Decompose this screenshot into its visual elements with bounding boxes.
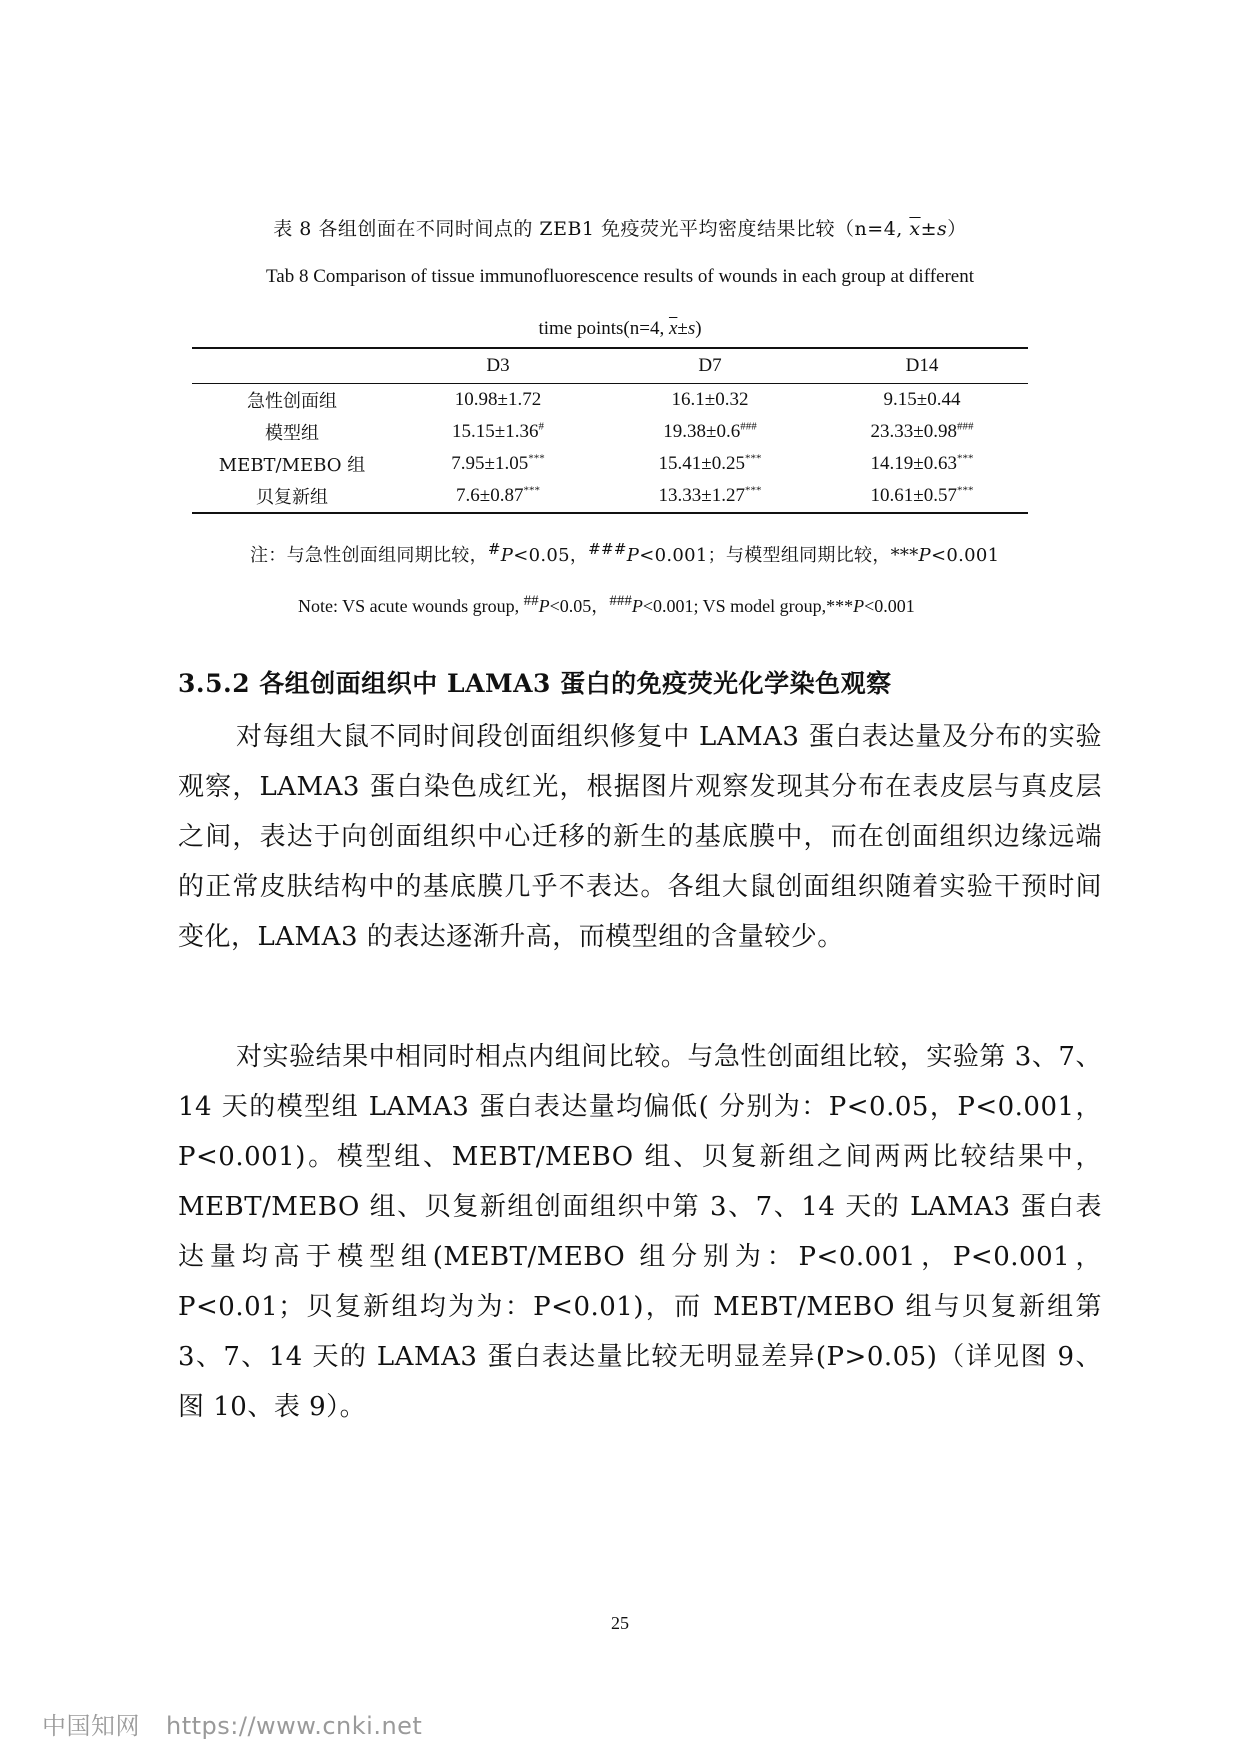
cell-value: 10.61±0.57 <box>870 485 957 506</box>
table-row <box>192 480 1028 513</box>
note-text: <0.001；与模型组同期比较，*** <box>639 545 919 566</box>
cell-sup: *** <box>956 484 974 497</box>
cnki-url: https://www.cnki.net <box>166 1712 423 1740</box>
cell-d3 <box>392 448 604 480</box>
cell-value: 15.41±0.25 <box>658 453 745 474</box>
cell-sup: ### <box>740 420 757 433</box>
note-p: P <box>538 596 550 616</box>
note-text: 注：与急性创面组同期比较， <box>250 545 488 566</box>
cell-sup: *** <box>528 452 545 465</box>
cell-sup: ### <box>956 420 974 433</box>
note-text: <0.05， <box>513 545 589 566</box>
cell-value: 7.6±0.87 <box>456 485 524 506</box>
note-sup: ### <box>588 540 627 558</box>
caption-en2-prefix: time points(n=4, <box>538 318 669 339</box>
note-p: P <box>626 545 640 566</box>
cell-d14 <box>816 416 1028 448</box>
table-caption-cn <box>0 214 1240 241</box>
cnki-logo-text: 中国知网 <box>42 1712 140 1740</box>
cell-sup: *** <box>956 452 974 465</box>
header-group <box>192 348 392 384</box>
caption-cn-suffix: ） <box>947 218 967 240</box>
row-label: 贝复新组 <box>256 487 328 508</box>
table-caption-en-line1: Tab 8 Comparison of tissue immunofluorescence results of wounds in each group at different <box>265 266 974 287</box>
body-paragraph-1: 对每组大鼠不同时间段创面组织修复中 LAMA3 蛋白表达量及分布的实验观察，LAMA3 蛋白染色成红光，根据图片观察发现其分布在表皮层与真皮层之间，表达于向创面组织中心迁移的新生的基底膜中，而在创面组织边缘远端的正常皮肤结构中的基底膜几乎不表达。各组大鼠创面组织随着实验干预时间变化，LAMA3 的表达逐渐升高，而模型组的含量较少。 <box>178 722 1102 952</box>
cell-value: 13.33±1.27 <box>658 485 745 506</box>
cell-value: 9.15±0.44 <box>883 389 961 410</box>
caption-cn-prefix: 表 8 各组创面在不同时间点的 ZEB1 免疫荧光平均密度结果比较（n=4, <box>273 218 910 240</box>
note-text: Note: VS acute wounds group, <box>298 596 524 616</box>
sd-symbol-en: s <box>687 318 696 339</box>
plus-minus-symbol-en: ± <box>677 318 688 339</box>
table-caption-en-line2 <box>0 318 1240 340</box>
cell-value: 23.33±0.98 <box>870 421 957 442</box>
mean-symbol-en: $\overline{x}$ <box>668 318 678 339</box>
note-sup: ### <box>609 593 632 609</box>
header-d14: D14 <box>816 348 1028 384</box>
cell-d14 <box>816 480 1028 513</box>
note-p: P <box>500 545 514 566</box>
page-number: 25 <box>611 1613 629 1633</box>
caption-en2-suffix: ) <box>695 318 702 339</box>
note-p: P <box>631 596 643 616</box>
note-p: P <box>853 596 865 616</box>
header-d3: D3 <box>392 348 604 384</box>
header-d7: D7 <box>604 348 816 384</box>
cell-d7 <box>604 480 816 513</box>
table-row <box>192 448 1028 480</box>
row-label: 模型组 <box>265 423 319 444</box>
note-text: <0.001 <box>930 545 1000 566</box>
note-p: P <box>918 545 931 566</box>
cell-d14 <box>816 448 1028 480</box>
row-label: 急性创面组 <box>247 391 337 412</box>
cell-d3 <box>392 384 604 417</box>
plus-minus-symbol: ± <box>920 218 938 240</box>
cell-sup: *** <box>744 484 762 497</box>
section-heading: 3.5.2 各组创面组织中 LAMA3 蛋白的免疫荧光化学染色观察 <box>178 669 892 698</box>
cell-sup: *** <box>744 452 762 465</box>
table-note-en <box>298 592 1098 618</box>
table-row <box>192 416 1028 448</box>
note-text: <0.001; VS model group,*** <box>642 596 854 616</box>
cell-d7 <box>604 384 816 417</box>
note-text: <0.05， <box>549 596 610 616</box>
sd-symbol: s <box>937 218 948 240</box>
table-row <box>192 384 1028 417</box>
cell-value: 19.38±0.6 <box>663 421 741 442</box>
note-text: <0.001 <box>864 596 915 616</box>
cell-value: 14.19±0.63 <box>870 453 957 474</box>
cell-sup: *** <box>523 484 540 497</box>
note-sup: # <box>487 540 501 558</box>
cnki-watermark <box>42 1706 422 1741</box>
row-label: MEBT/MEBO 组 <box>218 455 366 476</box>
cell-value: 7.95±1.05 <box>451 453 529 474</box>
cell-d3 <box>392 416 604 448</box>
cell-value: 16.1±0.32 <box>671 389 749 410</box>
table-note-cn <box>250 540 1100 567</box>
note-sup: ## <box>523 593 539 609</box>
cell-d7 <box>604 416 816 448</box>
cell-d14 <box>816 384 1028 417</box>
body-paragraph-2: 对实验结果中相同时相点内组间比较。与急性创面组比较，实验第 3、7、14 天的模型组 LAMA3 蛋白表达量均偏低( 分别为：P<0.05，P<0.001，P<0.001)。模型组、MEBT/MEBO 组、贝复新组之间两两比较结果中，MEBT/MEBO 组、贝复新组创面组织中第 3、7、14 天的 LAMA3 蛋白表达量均高于模型组(MEBT/MEBO 组分别为：P<0.001，P<0.001，P<0.01；贝复新组均为为：P<0.01)，而 MEBT/MEBO 组与贝复新组第 3、7、14 天的 LAMA3 蛋白表达量比较无明显差异(P>0.05)（详见图 9、图 10、表 9）。 <box>178 1042 1102 1422</box>
table-header-row <box>192 348 1028 384</box>
cell-value: 10.98±1.72 <box>454 389 542 410</box>
cell-sup: # <box>538 420 544 433</box>
cell-d3 <box>392 480 604 513</box>
cell-d7 <box>604 448 816 480</box>
zeb1-results-table <box>192 347 1028 514</box>
cell-value: 15.15±1.36 <box>452 421 539 442</box>
mean-symbol: $\overline{x}$ <box>909 218 921 240</box>
